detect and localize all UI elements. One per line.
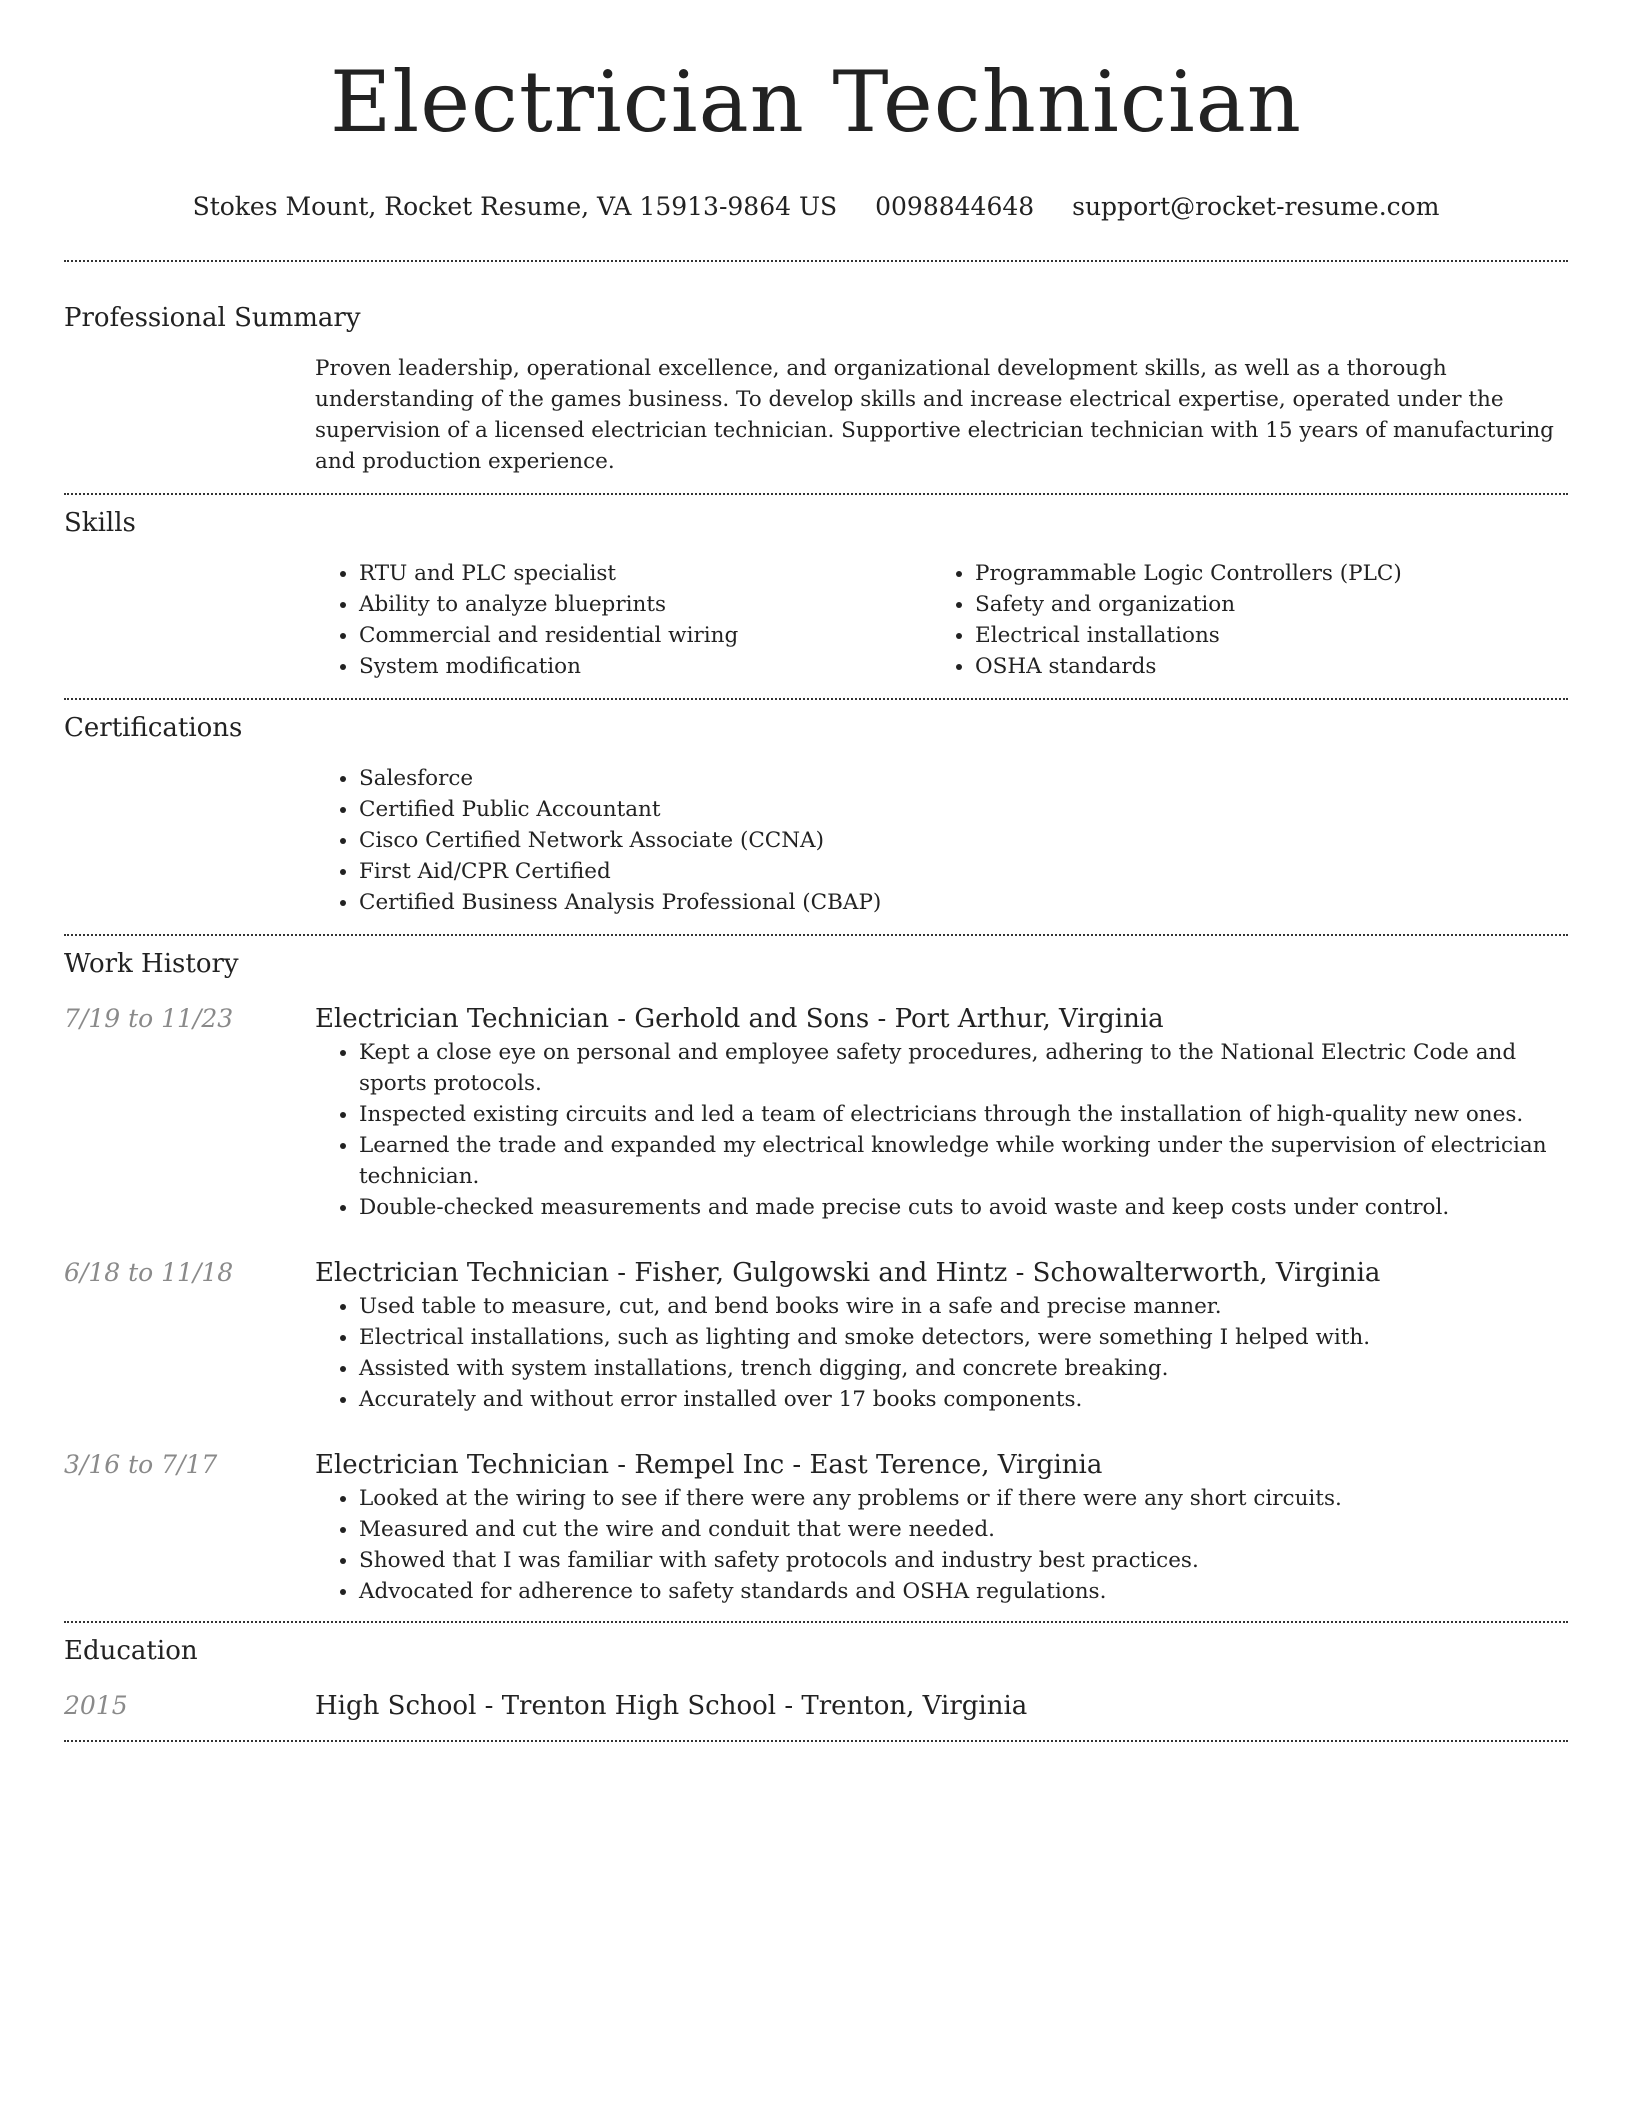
divider [64, 260, 1568, 262]
certification-item: • First Aid/CPR Certified [359, 856, 1568, 887]
divider [64, 698, 1568, 700]
job-details [315, 1447, 1568, 1607]
skill-item: • Commercial and residential wiring [359, 620, 931, 651]
job-bullet: • Looked at the wiring to see if there were any problems or if there were any short circuits. [359, 1483, 1568, 1514]
job-bullets [315, 1483, 1568, 1607]
skills-list-right [931, 558, 1568, 682]
resume-name: Electrician Technician [330, 53, 1302, 151]
skill-item: • Ability to analyze blueprints [359, 589, 931, 620]
job-bullets [315, 1291, 1568, 1415]
certification-item: • Salesforce [359, 763, 1568, 794]
job-bullet: • Used table to measure, cut, and bend books wire in a safe and precise manner. [359, 1291, 1568, 1322]
contact-line [0, 190, 1632, 224]
contact-email: support@rocket-resume.com [1072, 192, 1440, 221]
skill-item: • Programmable Logic Controllers (PLC) [975, 558, 1568, 589]
job-title: Electrician Technician - Rempel Inc - East Terence, Virginia [315, 1450, 1103, 1480]
job-title: Electrician Technician - Fisher, Gulgowski and Hintz - Schowalterworth, Virginia [315, 1258, 1381, 1288]
job-bullet: • Assisted with system installations, trench digging, and concrete breaking. [359, 1353, 1568, 1384]
education-section [0, 1634, 1632, 1724]
job-title: Electrician Technician - Gerhold and Sons - Port Arthur, Virginia [315, 1004, 1164, 1034]
job-details [315, 1255, 1568, 1415]
skill-item: • OSHA standards [975, 651, 1568, 682]
skill-item: • Safety and organization [975, 589, 1568, 620]
certifications-list [315, 763, 1568, 918]
divider [64, 1621, 1568, 1623]
section-title-certifications: Certifications [64, 713, 243, 743]
job-bullet: • Accurately and without error installed over 17 books components. [359, 1384, 1568, 1415]
certifications-section [0, 711, 1632, 918]
job-bullets [315, 1037, 1568, 1223]
job-bullet: • Inspected existing circuits and led a team of electricians through the installation of high-quality new ones. [359, 1099, 1568, 1130]
job-entry [64, 1255, 1568, 1415]
divider [64, 493, 1568, 495]
job-entry [64, 1447, 1568, 1607]
job-bullet: • Learned the trade and expanded my electrical knowledge while working under the supervision of electrician technician. [359, 1130, 1568, 1192]
certifications-body [315, 763, 1568, 918]
contact-address: Stokes Mount, Rocket Resume, VA 15913-9864 US [192, 192, 838, 221]
education-dates: 2015 [64, 1691, 128, 1720]
skills-section [0, 506, 1632, 682]
skill-item: • System modification [359, 651, 931, 682]
summary-section [0, 301, 1632, 477]
certification-item: • Certified Business Analysis Professional (CBAP) [359, 887, 1568, 918]
education-title: High School - Trenton High School - Trenton, Virginia [315, 1691, 1028, 1721]
section-title-skills: Skills [64, 508, 136, 538]
section-title-summary: Professional Summary [64, 303, 361, 333]
job-bullet: • Advocated for adherence to safety standards and OSHA regulations. [359, 1576, 1568, 1607]
job-details [315, 1001, 1568, 1223]
section-title-work-history: Work History [64, 949, 239, 979]
divider [64, 934, 1568, 936]
divider [64, 1740, 1568, 1742]
certification-item: • Certified Public Accountant [359, 794, 1568, 825]
job-entry [64, 1001, 1568, 1223]
summary-text: Proven leadership, operational excellence, and organizational development skills, as well as a thorough understanding of the games business. To develop skills and increase electrical expertise, operated under the supervision of a licensed electrician technician. Supportive electrician technician with 15 years of manufacturing and production experience. [315, 356, 1554, 474]
job-bullet: • Kept a close eye on personal and employee safety procedures, adhering to the National Electric Code and sports protocols. [359, 1037, 1568, 1099]
job-bullet: • Electrical installations, such as lighting and smoke detectors, were something I helped with. [359, 1322, 1568, 1353]
work-history-section [0, 947, 1632, 1607]
contact-phone: 0098844648 [875, 192, 1035, 221]
section-title-education: Education [64, 1636, 198, 1666]
skill-item: • RTU and PLC specialist [359, 558, 931, 589]
job-dates: 6/18 to 11/18 [64, 1258, 234, 1287]
skills-list-left [315, 558, 931, 682]
job-bullet: • Showed that I was familiar with safety protocols and industry best practices. [359, 1545, 1568, 1576]
job-bullet: • Double-checked measurements and made precise cuts to avoid waste and keep costs under control. [359, 1192, 1568, 1223]
skills-grid [315, 558, 1568, 682]
job-dates: 7/19 to 11/23 [64, 1004, 234, 1033]
certification-item: • Cisco Certified Network Associate (CCNA) [359, 825, 1568, 856]
education-entry [64, 1688, 1568, 1724]
job-bullet: • Measured and cut the wire and conduit that were needed. [359, 1514, 1568, 1545]
job-dates: 3/16 to 7/17 [64, 1450, 218, 1479]
skill-item: • Electrical installations [975, 620, 1568, 651]
